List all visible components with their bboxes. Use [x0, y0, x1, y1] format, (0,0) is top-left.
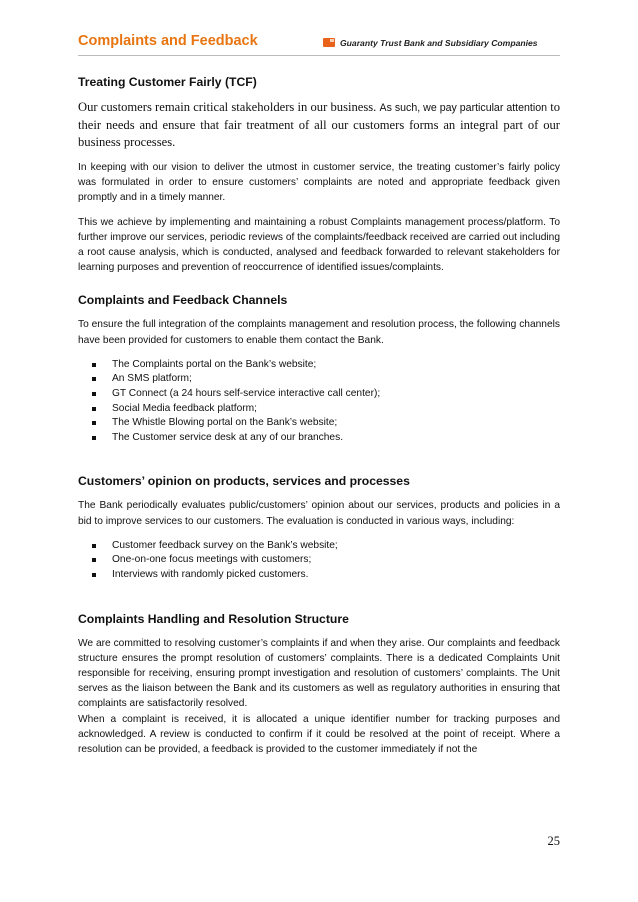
opinion-list — [78, 539, 560, 583]
channels-list — [78, 358, 560, 446]
channels-paragraph: To ensure the full integration of the complaints management and resolution process, the following channels have been provided for customers to enable them contact the Bank. — [78, 319, 560, 346]
tcf-intro-sans: As such, we pay particular attention — [379, 102, 547, 114]
tcf-paragraph-3: This we achieve by implementing and maintaining a robust Complaints management process/platform. To further improve our services, periodic reviews of the complaints/feedback received are carried out including a root cause analysis, which is conducted, analysed and feedback forwarded to relevant stakeholders for learning purposes and prevention of reoccurrence of identified issues/complaints. — [78, 216, 560, 274]
list-item: An SMS platform; — [92, 372, 560, 387]
page-content — [78, 74, 560, 757]
list-item: One-on-one focus meetings with customers; — [92, 553, 560, 568]
bank-logo-icon — [323, 38, 335, 47]
section-heading-handling: Complaints Handling and Resolution Structure — [78, 611, 349, 626]
list-item: GT Connect (a 24 hours self-service interactive call center); — [92, 387, 560, 402]
handling-paragraph-1: We are committed to resolving customer’s complaints if and when they arise. Our complaints and feedback structure ensures the prompt resolution of customers’ complaints. There is a dedicated Complaints Unit responsible for receiving, ensuring prompt investigation and resolution of customers’ complaints. The Unit serves as the liaison between the Bank and its customers as well as regulatory authorities in ensuring that complaints are satisfactorily resolved. — [78, 637, 560, 710]
tcf-intro-rest: to their needs and ensure that fair treatment of all our customers forms an integral part of our business processes. — [78, 100, 560, 149]
section-heading-tcf: Treating Customer Fairly (TCF) — [78, 75, 257, 89]
section-heading-opinion: Customers’ opinion on products, services and processes — [78, 474, 410, 489]
list-item: The Customer service desk at any of our branches. — [92, 431, 560, 446]
header-company: Guaranty Trust Bank and Subsidiary Companies — [340, 38, 538, 48]
list-item: Interviews with randomly picked customers. — [92, 568, 560, 583]
tcf-intro-paragraph — [78, 99, 560, 151]
header-title: Complaints and Feedback — [78, 33, 258, 49]
tcf-paragraph-2: In keeping with our vision to deliver the utmost in customer service, the treating customer’s fairly policy was formulated in order to ensure customers’ complaints are noted and appropriate feedback given promptly and in a timely manner. — [78, 162, 560, 204]
opinion-paragraph: The Bank periodically evaluates public/customers’ opinion about our services, products and policies in a bid to improve services to our customers. The evaluation is conducted in various ways, including: — [78, 500, 560, 527]
page-number: 25 — [547, 834, 560, 848]
list-item: The Whistle Blowing portal on the Bank’s website; — [92, 416, 560, 431]
list-item: The Complaints portal on the Bank’s website; — [92, 358, 560, 373]
section-heading-channels: Complaints and Feedback Channels — [78, 293, 288, 308]
tcf-intro-serif: Our customers remain critical stakeholders in our business. — [78, 100, 377, 114]
page-header — [78, 33, 560, 56]
list-item: Customer feedback survey on the Bank’s website; — [92, 539, 560, 554]
list-item: Social Media feedback platform; — [92, 402, 560, 417]
handling-paragraph-2: When a complaint is received, it is allocated a unique identifier number for tracking purposes and acknowledged. A review is conducted to confirm if it could be resolved at the point of receipt. Where a resolution can be provided, a feedback is provided to the customer immediately if not the — [78, 713, 560, 755]
